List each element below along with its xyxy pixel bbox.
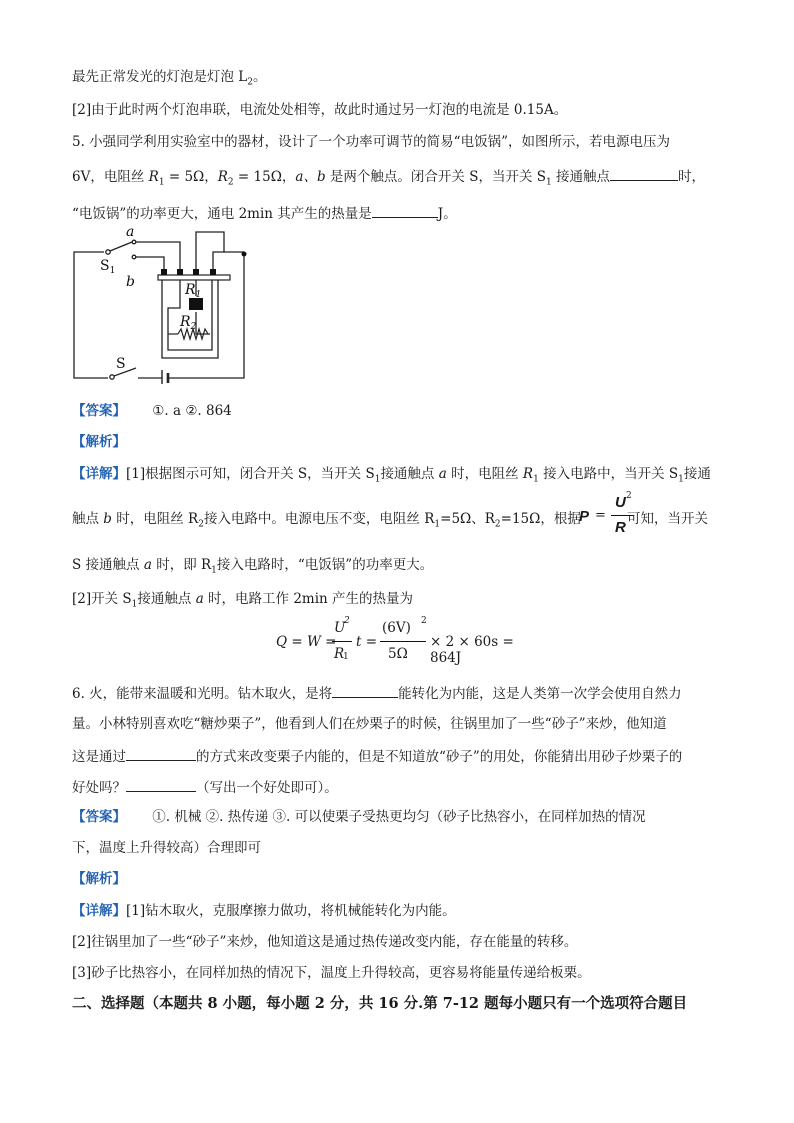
text: a xyxy=(195,591,204,607)
text: [2]往锅里加了一些“砂子”来炒，他知道这是通过热传递改变内能，存在能量的转移。 xyxy=(72,934,578,950)
text: = 5Ω， xyxy=(164,169,218,185)
text: S 接通触点 xyxy=(72,557,144,573)
subscript: 1 xyxy=(131,599,138,610)
r1-symbol: R xyxy=(148,169,159,185)
answer-blank[interactable] xyxy=(126,777,196,792)
text: a xyxy=(438,466,447,482)
answer-tag: 【答案】 xyxy=(72,403,126,419)
text: 时，电阻丝 R xyxy=(111,511,199,527)
detail-tag: 【详解】 xyxy=(72,466,126,482)
text: 时，电阻丝 xyxy=(446,466,523,482)
detail-line-2 xyxy=(72,510,581,534)
answer-line xyxy=(72,402,232,420)
analysis-tag: 【解析】 xyxy=(72,434,126,450)
analysis-line xyxy=(72,433,126,451)
subscript: 2 xyxy=(198,519,204,530)
formula-t: t = xyxy=(356,634,378,650)
detail-line-2 xyxy=(72,933,577,951)
text-line xyxy=(72,68,267,92)
subscript: 1 xyxy=(158,177,165,188)
formula-q: Q = W = xyxy=(276,634,337,650)
text: 可知，当开关 xyxy=(627,511,708,527)
text: 时， xyxy=(678,169,706,185)
subscript: 2 xyxy=(247,77,253,88)
answer-tag: 【答案】 xyxy=(72,809,126,825)
answer-text: ①. 机械 ②. 热传递 ③. 可以使栗子受热更均匀（砂子比热容小，在同样加热的情况 xyxy=(152,809,646,825)
subscript: 1 xyxy=(533,474,539,485)
contacts-symbol: a、b xyxy=(295,169,326,185)
label-b: b xyxy=(126,274,135,290)
subscript: 1 xyxy=(545,177,552,188)
text: 接通 xyxy=(683,466,711,482)
text: =15Ω，根据 xyxy=(500,511,581,527)
text-line xyxy=(72,101,567,119)
text: =5Ω、R xyxy=(440,511,495,527)
question-6-line-1 xyxy=(72,683,682,703)
subscript: 2 xyxy=(494,519,501,530)
formula-num: (6V) xyxy=(382,620,411,636)
text: [2]由于此时两个灯泡串联，电流处处相等，故此时通过另一灯泡的电流是 0.15A。 xyxy=(72,102,568,118)
r2-symbol: R xyxy=(217,169,228,185)
formula-r: R xyxy=(334,646,345,662)
text: 接通触点 xyxy=(380,466,439,482)
detail-line-1 xyxy=(72,465,711,489)
text: 。 xyxy=(253,69,267,85)
text: 量。小林特别喜欢吃“糖炒栗子”，他看到人们在炒栗子的时候，往锅里加了一些“砂子”来炒，他知道 xyxy=(72,716,667,732)
question-5-line-2 xyxy=(72,166,705,192)
subscript: 1 xyxy=(374,474,381,485)
section-title: 二、选择题（本题共 8 小题，每小题 2 分，共 16 分.第 7-12 题每小题只有一个选项符合题目 xyxy=(72,995,688,1012)
label-s: S xyxy=(116,356,126,372)
text: 好处吗？ xyxy=(72,780,126,796)
u-symbol: U xyxy=(615,494,626,511)
power-formula: P = U 2 R xyxy=(579,491,632,536)
formula-rest: × 2 × 60s = 864J xyxy=(430,634,514,666)
label-r1: $R_1$ xyxy=(185,282,202,300)
subscript: 2 xyxy=(227,177,234,188)
detail-line-1 xyxy=(72,902,456,920)
text: 触点 xyxy=(72,511,104,527)
answer-blank[interactable] xyxy=(126,746,196,761)
formula-den: 5Ω xyxy=(388,646,408,662)
analysis-line xyxy=(72,870,126,888)
question-5-line-3 xyxy=(72,203,457,223)
text: 接入电路中。电源电压不变，电阻丝 R xyxy=(203,511,435,527)
section-heading xyxy=(72,995,687,1013)
text: R xyxy=(522,466,534,482)
p-symbol: P xyxy=(579,508,590,525)
text: [1]根据图示可知，闭合开关 S，当开关 S xyxy=(126,466,375,482)
detail-line-4 xyxy=(72,590,413,614)
subscript: 1 xyxy=(678,474,684,485)
text: J。 xyxy=(437,206,457,222)
answer-line xyxy=(72,808,646,826)
answer-text: ①. a ②. 864 xyxy=(152,403,232,419)
text: 的方式来改变栗子内能的，但是不知道放“砂子”的用处，你能猜出用砂子炒栗子的 xyxy=(196,749,683,765)
text: [3]砂子比热容小，在同样加热的情况下，温度上升得较高，更容易将能量传递给板栗。 xyxy=(72,965,591,981)
label-a: a xyxy=(126,224,135,240)
subscript: 1 xyxy=(211,565,217,576)
question-6-line-3 xyxy=(72,746,682,766)
text: b xyxy=(103,511,112,527)
heat-formula: Q = W = U 2 R 1 t = (6V) 2 5Ω × 2 × 60s = 864J xyxy=(276,618,536,666)
text: a xyxy=(143,557,152,573)
text: 6V，电阻丝 xyxy=(72,169,149,185)
label-s1: $S_1$ xyxy=(100,258,116,276)
text: 时，电路工作 2min 产生的热量为 xyxy=(203,591,414,607)
text: 接入电路中，当开关 S xyxy=(538,466,679,482)
text: 接通触点 xyxy=(551,169,611,185)
circuit-diagram xyxy=(68,222,258,384)
text: 时，即 R xyxy=(151,557,212,573)
text: [1]钻木取火，克服摩擦力做功，将机械能转化为内能。 xyxy=(126,903,456,919)
detail-line-3 xyxy=(72,964,591,982)
answer-blank[interactable] xyxy=(332,683,398,698)
text: 6. 火，能带来温暖和光明。钻木取火，是将 xyxy=(72,686,333,702)
detail-line-3 xyxy=(72,556,433,580)
subscript: 1 xyxy=(434,519,441,530)
r-symbol: R xyxy=(615,519,626,536)
text: “电饭锅”的功率更大，通电 2min 其产生的热量是 xyxy=(72,206,372,222)
text: 这是通过 xyxy=(72,749,126,765)
answer-line-2 xyxy=(72,839,261,857)
question-5-line-1 xyxy=(72,133,670,151)
text: 5. 小强同学利用实验室中的器材，设计了一个功率可调节的简易“电饭锅”，如图所示，若电源电压为 xyxy=(72,134,670,150)
text: 能转化为内能，这是人类第一次学会使用自然力 xyxy=(398,686,682,702)
formula-u: U xyxy=(334,620,346,636)
detail-tag: 【详解】 xyxy=(72,903,126,919)
equals: = xyxy=(595,508,606,523)
text: 接入电路时，“电饭锅”的功率更大。 xyxy=(216,557,434,573)
text: 接通触点 xyxy=(137,591,196,607)
question-6-line-2 xyxy=(72,715,667,733)
label-r2: $R_2$ xyxy=(180,314,197,332)
text: 最先正常发光的灯泡是灯泡 L xyxy=(72,69,248,85)
question-6-line-4 xyxy=(72,777,338,797)
answer-text: 下，温度上升得较高）合理即可 xyxy=(72,840,261,856)
analysis-tag: 【解析】 xyxy=(72,871,126,887)
answer-blank[interactable] xyxy=(610,166,678,181)
text: 是两个触点。闭合开关 S，当开关 S xyxy=(325,169,546,185)
text: （写出一个好处即可）。 xyxy=(196,780,338,796)
text-line xyxy=(627,510,708,528)
text: = 15Ω， xyxy=(233,169,296,185)
answer-blank[interactable] xyxy=(372,203,438,218)
text: [2]开关 S xyxy=(72,591,132,607)
